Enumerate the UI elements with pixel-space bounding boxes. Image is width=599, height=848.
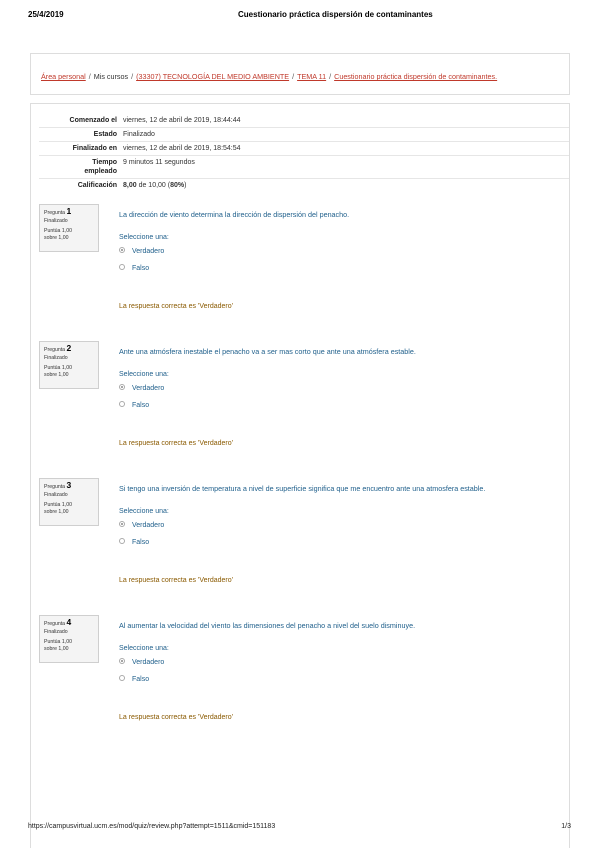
print-footer-url: https://campusvirtual.ucm.es/mod/quiz/review.php?attempt=1511&cmid=151183 [28, 823, 276, 830]
breadcrumb-courses: Mis cursos [93, 72, 129, 81]
grade-of: de 10,00 ( [138, 182, 171, 189]
question-state: Finalizado [44, 355, 68, 361]
option-verdadero[interactable] [119, 385, 164, 392]
option-label: Falso [132, 676, 150, 683]
question-label: Pregunta [44, 621, 66, 627]
correct-answer-feedback: La respuesta correcta es 'Verdadero' [119, 714, 233, 721]
quiz-review-region [30, 103, 570, 848]
started-label: Comenzado el [69, 117, 117, 124]
question-text: Al aumentar la velocidad del viento las dimensiones del penacho a nivel del suelo disminuye. [119, 621, 416, 630]
question-grade-line-2: sobre 1,00 [44, 372, 69, 378]
breadcrumb-topic-link[interactable]: TEMA 11 [297, 72, 327, 81]
time-label [39, 156, 123, 179]
correct-answer-feedback: La respuesta correcta es 'Verdadero' [119, 577, 233, 584]
breadcrumb-container [30, 53, 570, 95]
time-label-line-2: empleado [84, 168, 117, 175]
question-2 [39, 341, 559, 451]
correct-answer-feedback: La respuesta correcta es 'Verdadero' [119, 303, 233, 310]
radio-checked-icon[interactable] [119, 521, 125, 527]
question-info [39, 341, 99, 389]
question-4 [39, 615, 559, 725]
print-title: Cuestionario práctica dispersión de contaminantes [238, 10, 433, 19]
option-label: Verdadero [132, 385, 165, 392]
question-number: 1 [66, 206, 72, 216]
breadcrumb-quiz-link[interactable]: Cuestionario práctica dispersión de contaminantes. [334, 72, 498, 81]
question-number: 4 [66, 617, 72, 627]
question-grade-line-1: Puntúa 1,00 [44, 365, 72, 371]
question-grade-line-1: Puntúa 1,00 [44, 228, 72, 234]
attempt-summary-table [39, 114, 569, 192]
finished-label: Finalizado en [72, 145, 117, 152]
question-1 [39, 204, 559, 314]
grade-percent: 80% [170, 182, 185, 189]
print-header [28, 10, 571, 24]
question-text: Si tengo una inversión de temperatura a nivel de superficie significa que me encuentro ante una atmosfera estable. [119, 484, 486, 493]
option-label: Verdadero [132, 248, 165, 255]
question-grade-line-1: Puntúa 1,00 [44, 639, 72, 645]
question-grade-line-2: sobre 1,00 [44, 509, 69, 515]
state-value: Finalizado [123, 131, 155, 138]
time-value: 9 minutos 11 segundos [123, 159, 195, 166]
question-label: Pregunta [44, 484, 66, 490]
grade-score: 8,00 [123, 182, 137, 189]
breadcrumb-course-link[interactable]: (33307) TECNOLOGÍA DEL MEDIO AMBIENTE [136, 72, 290, 81]
print-page-number: 1/3 [561, 823, 571, 830]
question-prompt: Seleccione una: [119, 645, 169, 652]
option-verdadero[interactable] [119, 522, 164, 529]
radio-unchecked-icon[interactable] [119, 675, 125, 681]
option-label: Verdadero [132, 659, 165, 666]
option-falso[interactable] [119, 402, 149, 409]
question-state: Finalizado [44, 629, 68, 635]
option-label: Verdadero [132, 522, 165, 529]
option-verdadero[interactable] [119, 659, 164, 666]
question-info [39, 204, 99, 252]
breadcrumb-separator: / [131, 72, 134, 81]
option-label: Falso [132, 402, 150, 409]
question-number: 3 [66, 480, 72, 490]
question-grade-line-2: sobre 1,00 [44, 646, 69, 652]
question-state: Finalizado [44, 492, 68, 498]
print-date: 25/4/2019 [28, 10, 64, 19]
option-label: Falso [132, 265, 150, 272]
option-falso[interactable] [119, 539, 149, 546]
breadcrumb-separator: / [329, 72, 332, 81]
question-grade-line-2: sobre 1,00 [44, 235, 69, 241]
grade-label: Calificación [77, 182, 117, 189]
breadcrumb [41, 72, 497, 81]
radio-unchecked-icon[interactable] [119, 538, 125, 544]
breadcrumb-home-link[interactable]: Área personal [41, 72, 86, 81]
question-label: Pregunta [44, 210, 66, 216]
summary-row-time [39, 156, 569, 179]
radio-unchecked-icon[interactable] [119, 401, 125, 407]
question-number: 2 [66, 343, 72, 353]
summary-row-finished [39, 142, 569, 156]
option-falso[interactable] [119, 265, 149, 272]
started-value: viernes, 12 de abril de 2019, 18:44:44 [123, 117, 241, 124]
question-text: La dirección de viento determina la dirección de dispersión del penacho. [119, 210, 350, 219]
radio-checked-icon[interactable] [119, 247, 125, 253]
summary-row-state [39, 128, 569, 142]
summary-row-started [39, 114, 569, 128]
radio-unchecked-icon[interactable] [119, 264, 125, 270]
radio-checked-icon[interactable] [119, 384, 125, 390]
print-footer [28, 823, 571, 835]
question-info [39, 478, 99, 526]
breadcrumb-separator: / [292, 72, 295, 81]
question-info [39, 615, 99, 663]
time-label-line-1: Tiempo [92, 159, 117, 166]
grade-value [123, 179, 569, 193]
question-prompt: Seleccione una: [119, 508, 169, 515]
question-label: Pregunta [44, 347, 66, 353]
correct-answer-feedback: La respuesta correcta es 'Verdadero' [119, 440, 233, 447]
option-verdadero[interactable] [119, 248, 164, 255]
question-state: Finalizado [44, 218, 68, 224]
breadcrumb-separator: / [88, 72, 91, 81]
option-label: Falso [132, 539, 150, 546]
question-3 [39, 478, 559, 588]
finished-value: viernes, 12 de abril de 2019, 18:54:54 [123, 145, 241, 152]
question-grade-line-1: Puntúa 1,00 [44, 502, 72, 508]
option-falso[interactable] [119, 676, 149, 683]
question-prompt: Seleccione una: [119, 234, 169, 241]
state-label: Estado [93, 131, 117, 138]
question-text: Ante una atmósfera inestable el penacho va a ser mas corto que ante una atmósfera estable. [119, 347, 416, 356]
summary-row-grade [39, 179, 569, 193]
grade-close: ) [184, 182, 187, 189]
radio-checked-icon[interactable] [119, 658, 125, 664]
question-prompt: Seleccione una: [119, 371, 169, 378]
